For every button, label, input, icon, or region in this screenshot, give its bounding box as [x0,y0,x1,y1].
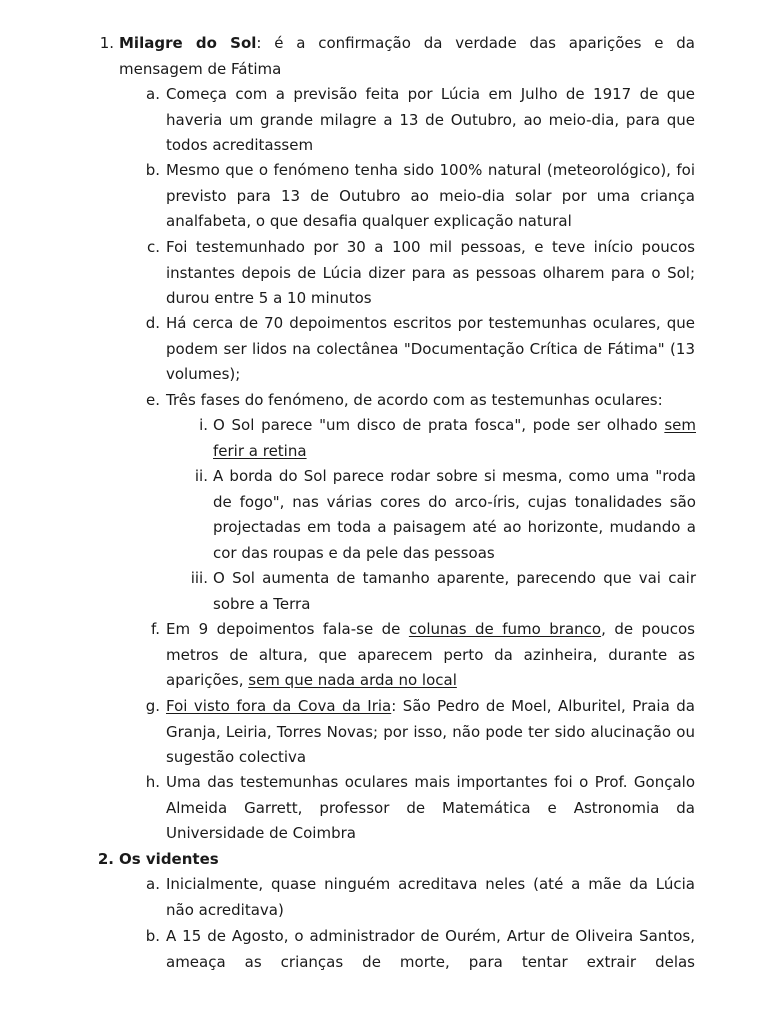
item-title: Milagre do Sol [119,34,257,52]
underlined-text: sem ferir a retina [213,416,696,460]
list-marker: d. [145,314,160,332]
list-marker: e. [146,391,160,409]
list-item-2b: A 15 de Agosto, o administrador de Ourém, Artur de Oliveira Santos, ameaça as crianças de morte, para tentar extrair delas [166,927,695,971]
item-text: O Sol parece "um disco de prata fosca", pode ser olhado [213,416,665,434]
list-marker: g. [145,697,160,715]
list-item-1h: Uma das testemunhas oculares mais importantes foi o Prof. Gonçalo Almeida Garrett, professor de Matemática e Astronomia da Universidade de Coimbra [166,773,695,843]
underlined-text: Foi visto fora da Cova da Iria [166,697,392,715]
item-text: , de poucos metros de altura, que aparecem perto da azinheira, durante as aparições, [166,620,695,690]
list-item-1d: Há cerca de 70 depoimentos escritos por testemunhas oculares, que podem ser lidos na colectânea "Documentação Crítica de Fátima" (13 volumes); [166,314,695,384]
list-marker: i. [199,416,208,434]
list-item-2a: Inicialmente, quase ninguém acreditava neles (até a mãe da Lúcia não acreditava) [166,875,695,919]
list-item-1f [166,617,695,694]
list-marker: a. [146,875,160,893]
list-marker: b. [145,161,160,179]
item-title: Os videntes [119,850,219,868]
list-marker: h. [145,773,160,791]
list-marker: b. [145,927,160,945]
list-item-1e-i [213,413,696,464]
underlined-text: sem que nada arda no local [248,671,457,690]
list-marker: 1. [99,34,114,52]
item-text: : é a confirmação da verdade das aparições e da mensagem de Fátima [119,34,695,78]
list-item-1b: Mesmo que o fenómeno tenha sido 100% natural (meteorológico), foi previsto para 13 de Outubro ao meio-dia solar por uma criança analfabeta, o que desafia qualquer explicação natural [166,161,695,231]
list-item-1a: Começa com a previsão feita por Lúcia em Julho de 1917 de que haveria um grande milagre a 13 de Outubro, ao meio-dia, para que todos acreditassem [166,85,695,155]
list-item-1 [119,31,695,82]
list-item-1c: Foi testemunhado por 30 a 100 mil pessoas, e teve início poucos instantes depois de Lúcia dizer para as pessoas olharem para o Sol; durou entre 5 a 10 minutos [166,238,695,308]
list-marker: f. [151,620,160,638]
list-item-1e: Três fases do fenómeno, de acordo com as testemunhas oculares: [166,391,663,409]
list-marker: c. [146,238,160,256]
item-text: : São Pedro de Moel, Alburitel, Praia da Granja, Leiria, Torres Novas; por isso, não pode ter sido alucinação ou sugestão colectiva [166,697,695,767]
list-marker: iii. [190,569,208,587]
list-item-1e-ii: A borda do Sol parece rodar sobre si mesma, como uma "roda de fogo", nas várias cores do arco-íris, cujas tonalidades são projectadas em toda a paisagem até ao horizonte, mudando a cor das roupas e da pele das pessoas [213,467,696,562]
list-item-2 [119,847,695,873]
list-item-1g [166,694,695,771]
list-marker: ii. [194,467,208,485]
underlined-text: colunas de fumo branco [408,620,602,638]
item-text: Em 9 depoimentos fala-se de [166,620,409,638]
list-marker: 2. [97,850,114,868]
list-item-1e-iii: O Sol aumenta de tamanho aparente, parecendo que vai cair sobre a Terra [213,569,696,613]
list-marker: a. [146,85,160,103]
